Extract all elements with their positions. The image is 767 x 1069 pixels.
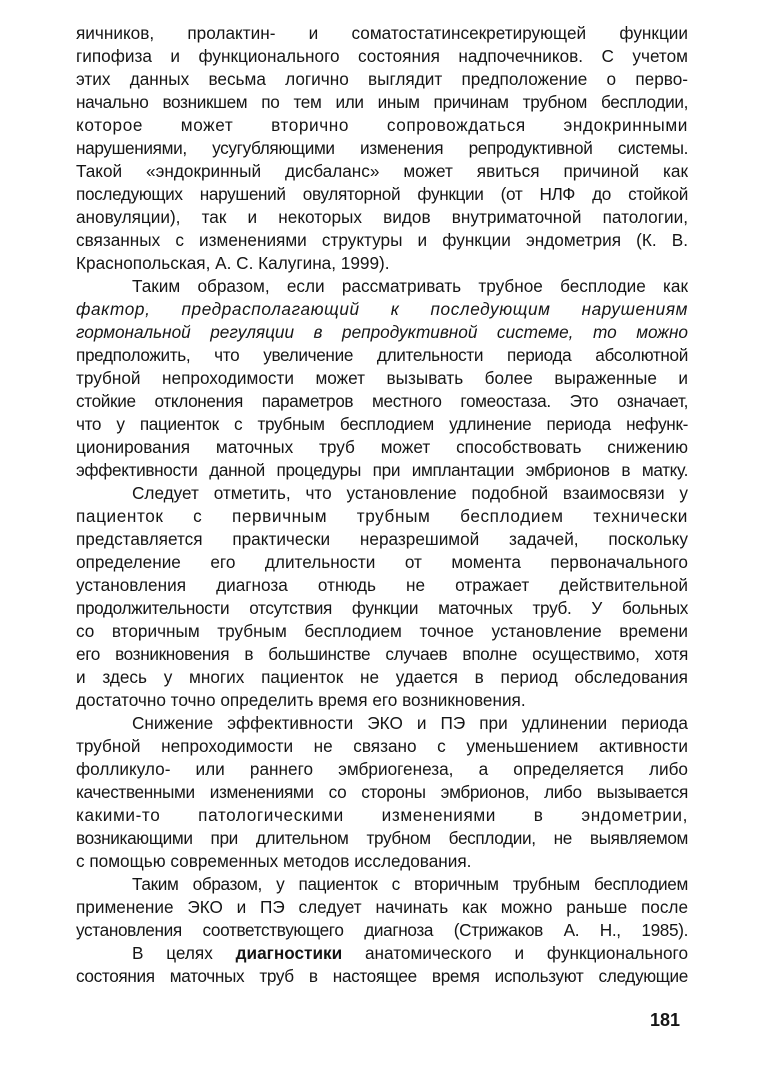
text-line: гипофиза и функционального состояния надпочечников. С учетом (76, 46, 688, 66)
text-line: пациенток с первичным трубным бесплодием технически (76, 506, 688, 526)
text-line: Таким образом, у пациенток с вторичным трубным бесплодием (132, 874, 688, 894)
text-line: которое может вторично сопровождаться эндокринными (76, 115, 688, 135)
text-line: достаточно точно определить время его возникновения. (76, 690, 526, 710)
text-line: предположить, что увеличение длительности периода абсолютной (76, 345, 688, 365)
text-line: с помощью современных методов исследования. (76, 851, 472, 871)
text-line: этих данных весьма логично выглядит предположение о перво- (76, 69, 688, 89)
text-run: В целях (132, 943, 236, 963)
page-number: 181 (649, 1010, 680, 1030)
text-line: связанных с изменениями структуры и функции эндометрия (К. В. (76, 230, 688, 250)
text-line: применение ЭКО и ПЭ следует начинать как можно раньше после (76, 897, 688, 917)
text-line: возникающими при длительном трубном бесплодии, не выявляемом (76, 828, 688, 848)
text-line: Снижение эффективности ЭКО и ПЭ при удлинении периода (132, 713, 688, 733)
text-line: Краснопольская, А. С. Калугина, 1999). (76, 253, 390, 273)
text-line: со вторичным трубным бесплодием точное установление времени (76, 621, 688, 641)
text-line: представляется практически неразрешимой задачей, поскольку (76, 529, 688, 549)
text-line: трубной непроходимости не связано с уменьшением активности (76, 736, 688, 756)
text-line: трубной непроходимости может вызывать более выраженные и (76, 368, 688, 388)
text-line: состояния маточных труб в настоящее время используют следующие (76, 966, 688, 986)
body-text (76, 22, 688, 988)
text-line: Таким образом, если рассматривать трубное бесплодие как (132, 276, 688, 296)
text-line: его возникновения в большинстве случаев вполне осуществимо, хотя (76, 644, 688, 664)
text-line: стойкие отклонения параметров местного гомеостаза. Это означает, (76, 391, 688, 411)
text-line: яичников, пролактин- и соматостатинсекретирующей функции (76, 23, 688, 43)
text-line: установления соответствующего диагноза (Стрижаков А. Н., 1985). (76, 920, 688, 940)
text-line: и здесь у многих пациенток не удается в период обследования (76, 667, 688, 687)
text-line: определение его длительности от момента первоначального (76, 552, 688, 572)
text-line: качественными изменениями со стороны эмбрионов, либо вызывается (76, 782, 688, 802)
text-line: продолжительности отсутствия функции маточных труб. У больных (76, 598, 688, 618)
text-line: установления диагноза отнюдь не отражает действительной (76, 575, 688, 595)
text-line: Следует отметить, что установление подобной взаимосвязи у (132, 483, 688, 503)
text-line (76, 942, 688, 965)
text-line: начально возникшем по тем или иным причинам трубном бесплодии, (76, 92, 688, 112)
text-line-italic: гормональной регуляции в репродуктивной системе, то можно (76, 322, 688, 342)
text-run: анатомического и функционального (342, 943, 688, 963)
text-line: какими-то патологическими изменениями в эндометрии, (76, 805, 688, 825)
bold-term: диагностики (235, 943, 343, 963)
text-line: Такой «эндокринный дисбаланс» может явиться причиной как (76, 161, 688, 181)
text-line: ционирования маточных труб может способствовать снижению (76, 437, 688, 457)
text-line: фолликуло- или раннего эмбриогенеза, а определяется либо (76, 759, 688, 779)
text-line: что у пациенток с трубным бесплодием удлинение периода нефунк- (76, 414, 688, 434)
text-line: эффективности данной процедуры при имплантации эмбрионов в матку. (76, 460, 688, 480)
text-line-italic: фактор, предрасполагающий к последующим нарушениям (76, 299, 688, 319)
text-line: нарушениями, усугубляющими изменения репродуктивной системы. (76, 138, 688, 158)
text-line: последующих нарушений овуляторной функции (от НЛФ до стойкой (76, 184, 688, 204)
text-line: ановуляции), так и некоторых видов внутриматочной патологии, (76, 207, 688, 227)
